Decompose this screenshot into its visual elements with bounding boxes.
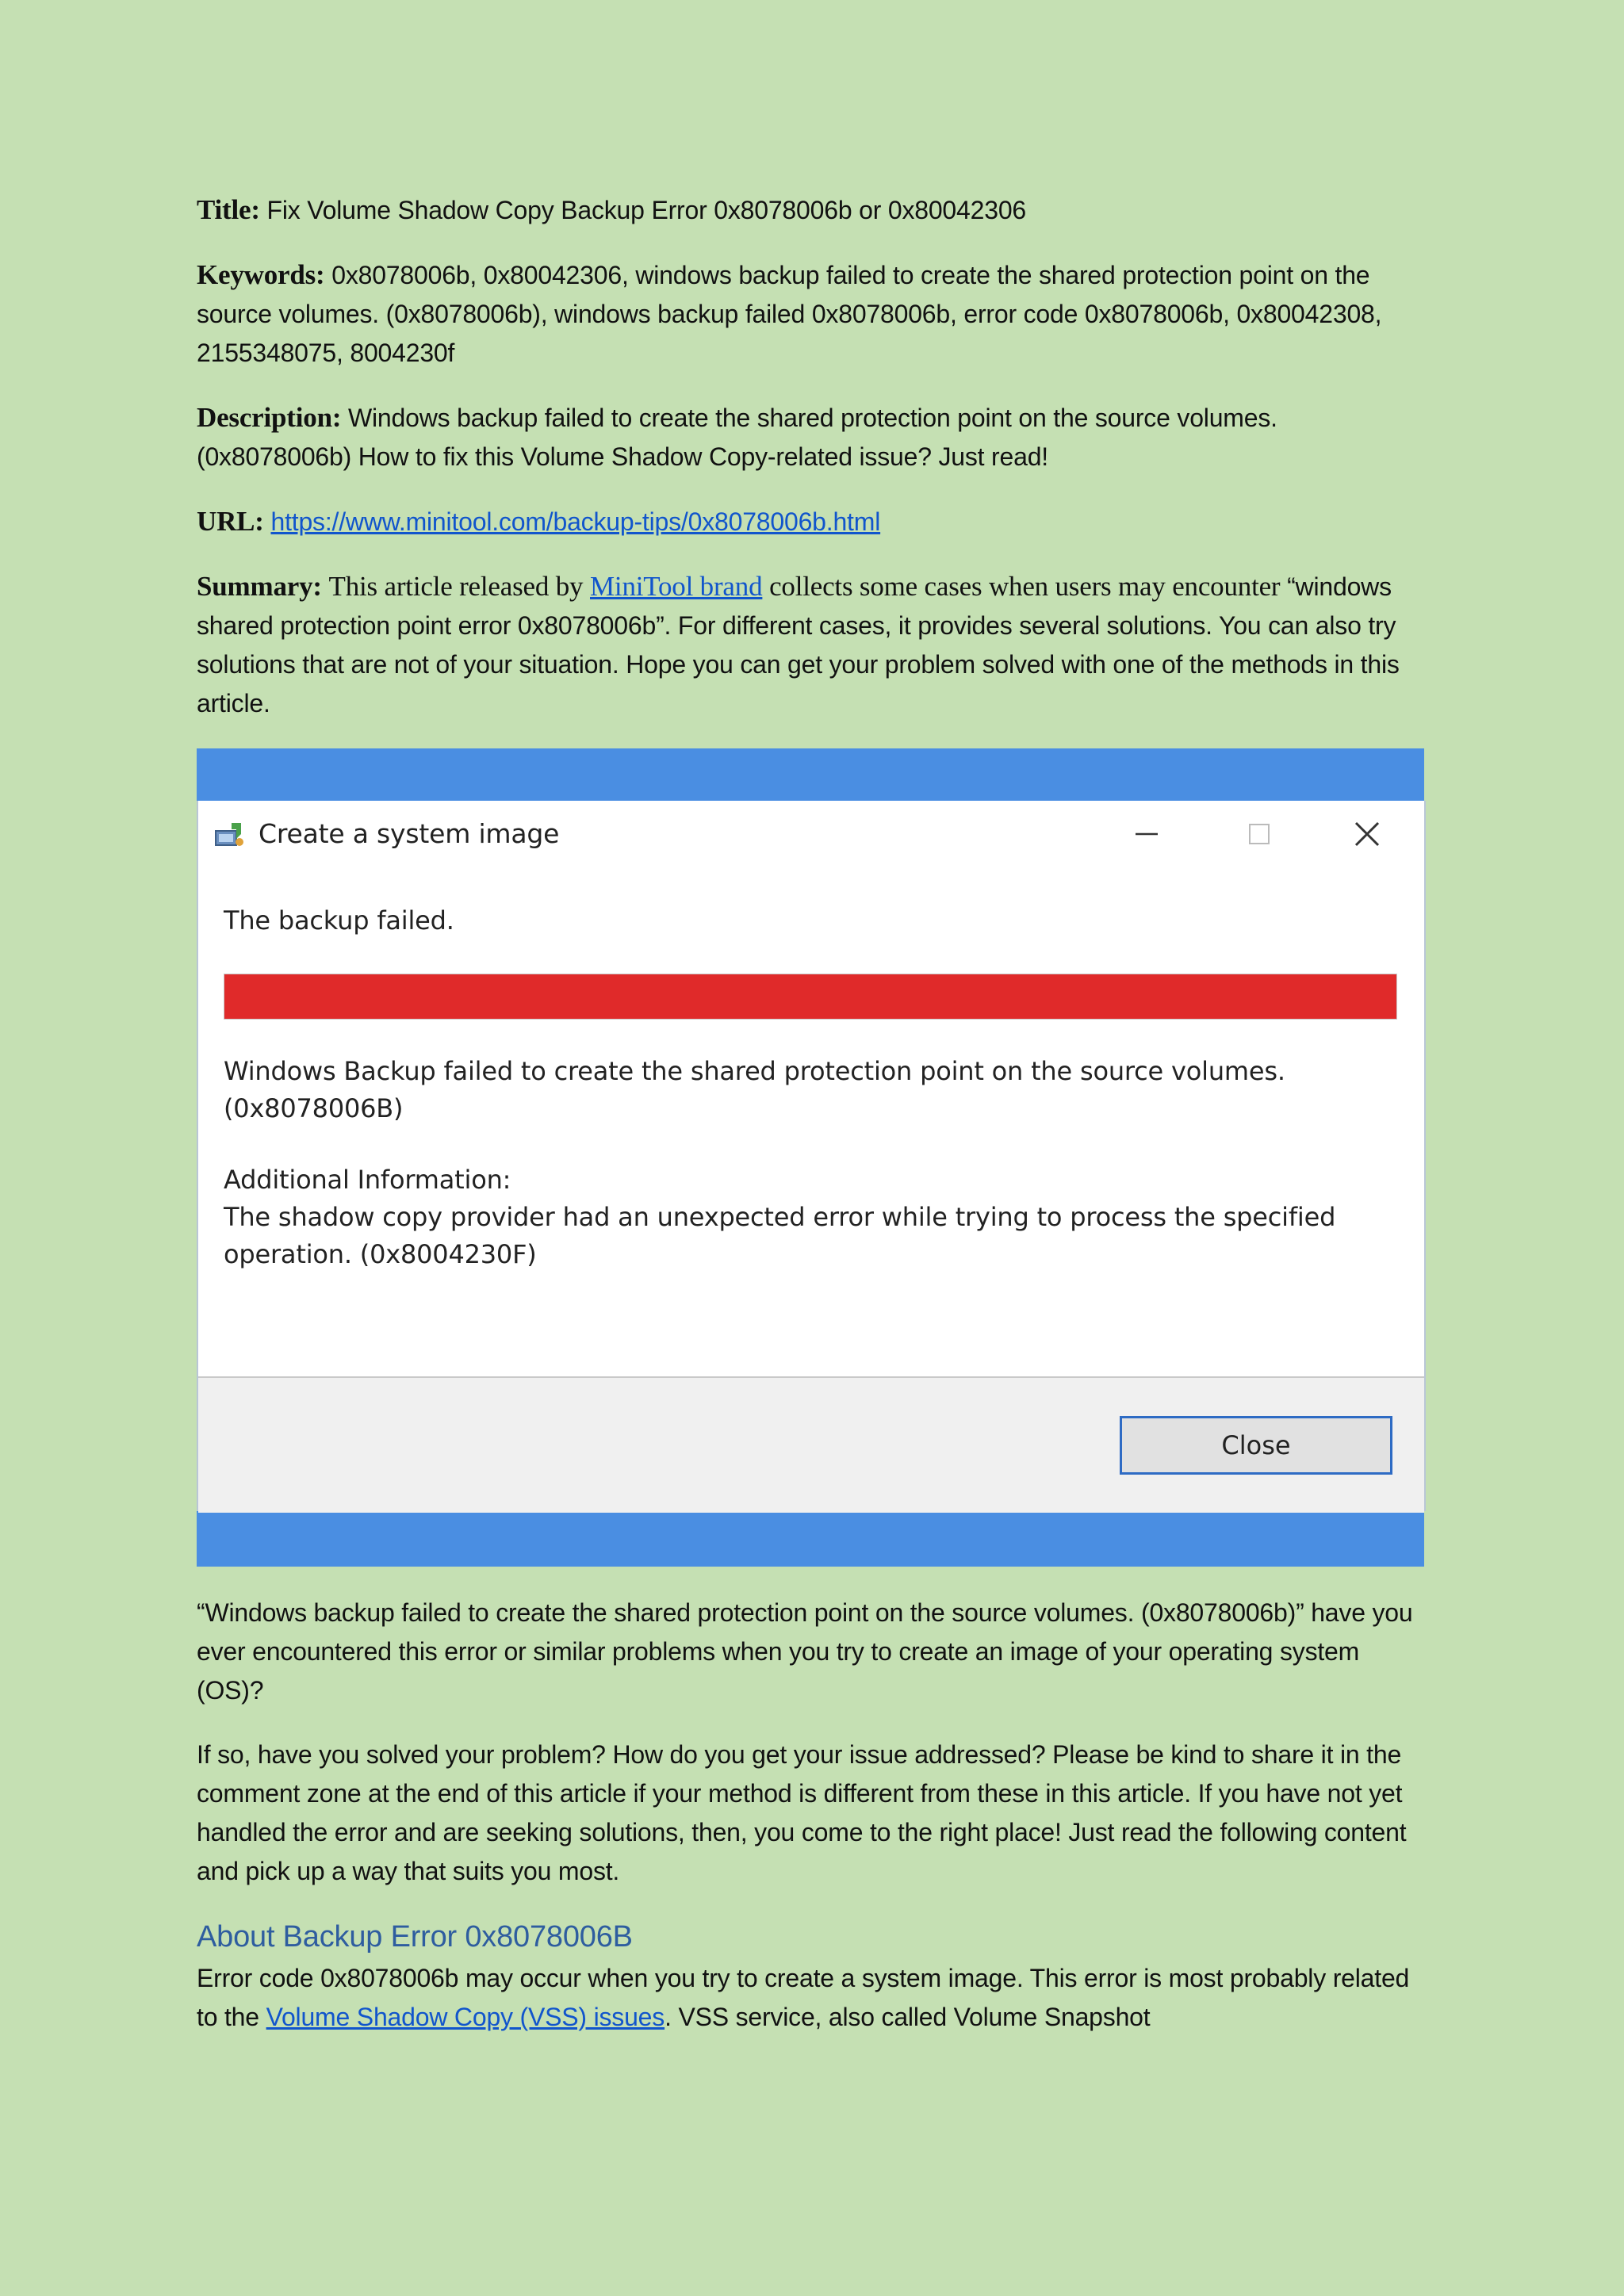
title-text: Fix Volume Shadow Copy Backup Error 0x8078006b or 0x80042306 [266, 196, 1027, 224]
progress-fill [224, 974, 1396, 1019]
url-label: URL: [197, 506, 264, 537]
dialog-footer [198, 1376, 1424, 1513]
error-message: Windows Backup failed to create the shared protection point on the source volumes. (0x8078006B) [224, 1056, 1285, 1123]
maximize-icon [1234, 812, 1281, 856]
window-close-button[interactable] [1343, 812, 1391, 856]
p3-lead: Error code 0x8078006b may occur when you try to create a system image. This error is most probably related to the [197, 1964, 1410, 2031]
backup-failed-heading: The backup failed. [224, 905, 454, 936]
create-system-image-dialog [197, 801, 1426, 1511]
additional-info-message: The shadow copy provider had an unexpected error while trying to process the specified operation. (0x8004230F) [224, 1202, 1336, 1269]
backup-app-icon [214, 821, 244, 848]
body-paragraph-3 [197, 1959, 1426, 2037]
description-label: Description: [197, 402, 342, 433]
section-heading: About Backup Error 0x8078006B [197, 1920, 633, 1954]
close-icon [1343, 812, 1391, 856]
summary-mid: collects some cases when users may encounter [769, 571, 1281, 602]
close-button[interactable]: Close [1120, 1416, 1392, 1475]
maximize-button[interactable] [1234, 812, 1281, 856]
keywords-line [197, 255, 1426, 373]
article-page [197, 190, 1426, 2062]
vss-issues-link[interactable]: Volume Shadow Copy (VSS) issues [266, 2003, 665, 2031]
summary-lead: This article released by [328, 571, 584, 602]
title-line [197, 190, 1426, 230]
description-text: Windows backup failed to create the shared protection point on the source volumes. (0x8078006b) How to fix this Volume Shadow Copy-related issue? Just read! [197, 404, 1277, 471]
body-paragraph-2: If so, have you solved your problem? How do you get your issue addressed? Please be kind to share it in the comment zone at the end of this article if your method is different from these in this article. If you have not yet handled the error and are seeking solutions, then, you come to the right place! Just read the following content and pick up a way that suits you most. [197, 1740, 1407, 1885]
minitool-brand-link[interactable]: MiniTool brand [590, 571, 763, 602]
minimize-icon [1123, 812, 1170, 856]
backup-progress-bar [224, 974, 1397, 1020]
minimize-button[interactable] [1123, 812, 1170, 856]
description-line [197, 398, 1426, 476]
url-line [197, 502, 1426, 541]
title-label: Title: [197, 194, 260, 225]
backup-error-screenshot [197, 748, 1424, 1567]
keywords-label: Keywords: [197, 259, 325, 290]
summary-paragraph [197, 567, 1426, 723]
body-paragraph-1: “Windows backup failed to create the shared protection point on the source volumes. (0x8078006b)” have you ever encountered this error or similar problems when you try to create an image of your operating system (OS)? [197, 1598, 1413, 1705]
dialog-titlebar [198, 801, 1424, 867]
p3-rest: . VSS service, also called Volume Snapshot [665, 2003, 1151, 2031]
summary-label: Summary: [197, 571, 322, 602]
additional-info-label: Additional Information: [224, 1165, 511, 1195]
summary-rest: “windows shared protection point error 0x8078006b”. For different cases, it provides several solutions. You can also try solutions that are not of your situation. Hope you can get your problem solved with one of the methods in this article. [197, 572, 1400, 718]
keywords-text: 0x8078006b, 0x80042306, windows backup failed to create the shared protection point on the source volumes. (0x8078006b), windows backup failed 0x8078006b, error code 0x8078006b, 0x80042308, 2155348075, 8004230f [197, 261, 1382, 367]
article-url-link[interactable]: https://www.minitool.com/backup-tips/0x8078006b.html [270, 507, 881, 536]
dialog-title: Create a system image [259, 818, 560, 849]
